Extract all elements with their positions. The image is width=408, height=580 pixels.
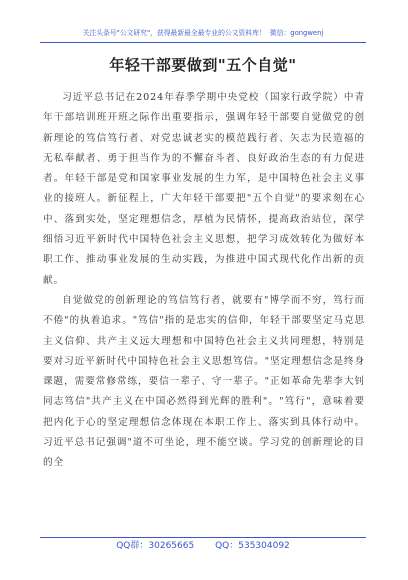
paragraph-intro: 习近平总书记在2024年春季学期中央党校（国家行政学院）中青年干部培训班开班之际作出重要指示，强调年轻干部要自觉做党的创新理论的笃信笃行者、对党忠诚老实的模范践行者、矢志为民造福的无私奉献者、勇于担当作为的不懈奋斗者、良好政治生态的有力促进者。年轻干部是党和国家事业发展的生力军，是中国特色社会主义事业的接班人。新征程上，广大年轻干部要把"五个自觉"的要求刻在心中、落到实处，坚定理想信念，厚植为民情怀，提高政治站位，深学细悟习近平新时代中国特色社会主义思想，把学习成效转化为做好本职工作、推动事业发展的生动实践，为推进中国式现代化作出新的贡献。 — [43, 92, 365, 286]
header-banner[interactable] — [40, 27, 366, 40]
footer-divider — [40, 537, 366, 538]
footer-qq-contact: QQ：535304092 — [215, 541, 290, 551]
footer — [40, 539, 366, 553]
footer-qq-group: QQ群：30265665 — [116, 541, 195, 551]
document-title: 年轻干部要做到"五个自觉" — [109, 56, 297, 74]
document-body — [43, 88, 365, 530]
banner-promo-text: 关注头条号"公文研究"，获得最新最全最专业的公文资料库！ — [82, 29, 266, 37]
header-divider — [40, 42, 366, 43]
banner-wechat-text: 微信：gongwenj — [269, 29, 324, 37]
paragraph-first-point: 自觉做党的创新理论的笃信笃行者，就要有"博学而不穷，笃行而不倦"的执着追求。"笃信"指的是忠实的信仰，年轻干部要坚定马克思主义信仰、共产主义远大理想和中国特色社会主义共同理想，特别是要对习近平新时代中国特色社会主义思想笃信。"坚定理想信念是终身课题，需要常修常练，要信一辈子、守一辈子。"正如革命先辈李大钊同志笃信"共产主义在中国必然得到光辉的胜利"。"笃行"，意味着要把内化于心的坚定理想信念体现在本职工作上、落实到具体行动中。习近平总书记强调"道不可坐论，理不能空谈。学习党的创新理论的目的全 — [43, 294, 365, 469]
